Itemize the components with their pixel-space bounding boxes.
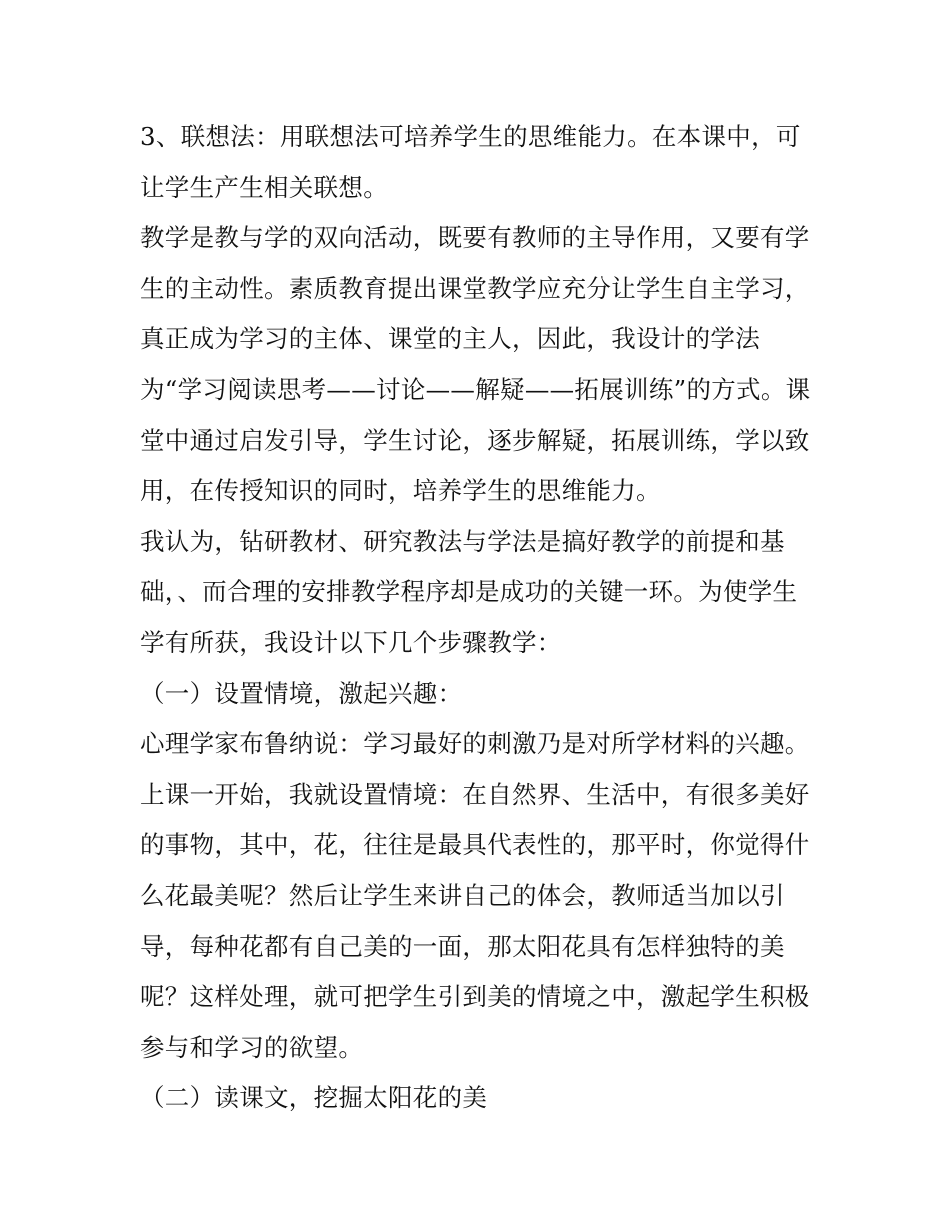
section-heading: （二）读课文，挖掘太阳花的美 [140,1083,488,1113]
text-line: 3、联想法：用联想法可培养学生的思维能力。在本课中，可 [140,122,801,151]
text-line: 堂中通过启发引导，学生讨论，逐步解疑，拓展训练，学以致 [140,425,810,455]
text-line: 的事物，其中，花，往往是最具代表性的，那平时，你觉得什 [140,830,810,860]
text-line: 让学生产生相关联想。 [140,172,388,202]
text-line: 真正成为学习的主体、课堂的主人，因此，我设计的学法 [140,324,760,354]
text-line: 教学是教与学的双向活动，既要有教师的主导作用，又要有学 [140,223,810,253]
text-line: 我认为，钻研教材、研究教法与学法是搞好教学的前提和基 [140,526,785,556]
text-line: 上课一开始，我就设置情境：在自然界、生活中，有很多美好 [140,779,810,809]
text-line: 生的主动性。素质教育提出课堂教学应充分让学生自主学习， [140,273,810,303]
text-line: 用，在传授知识的同时，培养学生的思维能力。 [140,476,661,506]
text-line: 呢？这样处理，就可把学生引到美的情境之中，激起学生积极 [140,982,810,1012]
text-line: 础，、而合理的安排教学程序却是成功的关键一环。为使学生 [140,577,798,607]
text-line: 参与和学习的欲望。 [140,1032,364,1062]
text-line: 导，每种花都有自己美的一面，那太阳花具有怎样独特的美 [140,931,785,961]
section-heading: （一）设置情境，激起兴趣： [140,678,463,708]
text-line: 么花最美呢？然后让学生来讲自己的体会，教师适当加以引 [140,880,785,910]
document-body [140,112,812,1124]
text-line: 为“学习阅读思考——讨论——解疑——拓展训练”的方式。课 [140,374,811,404]
text-line: 心理学家布鲁纳说：学习最好的刺激乃是对所学材料的兴趣。 [140,729,810,759]
text-line: 学有所获，我设计以下几个步骤教学： [140,627,562,657]
